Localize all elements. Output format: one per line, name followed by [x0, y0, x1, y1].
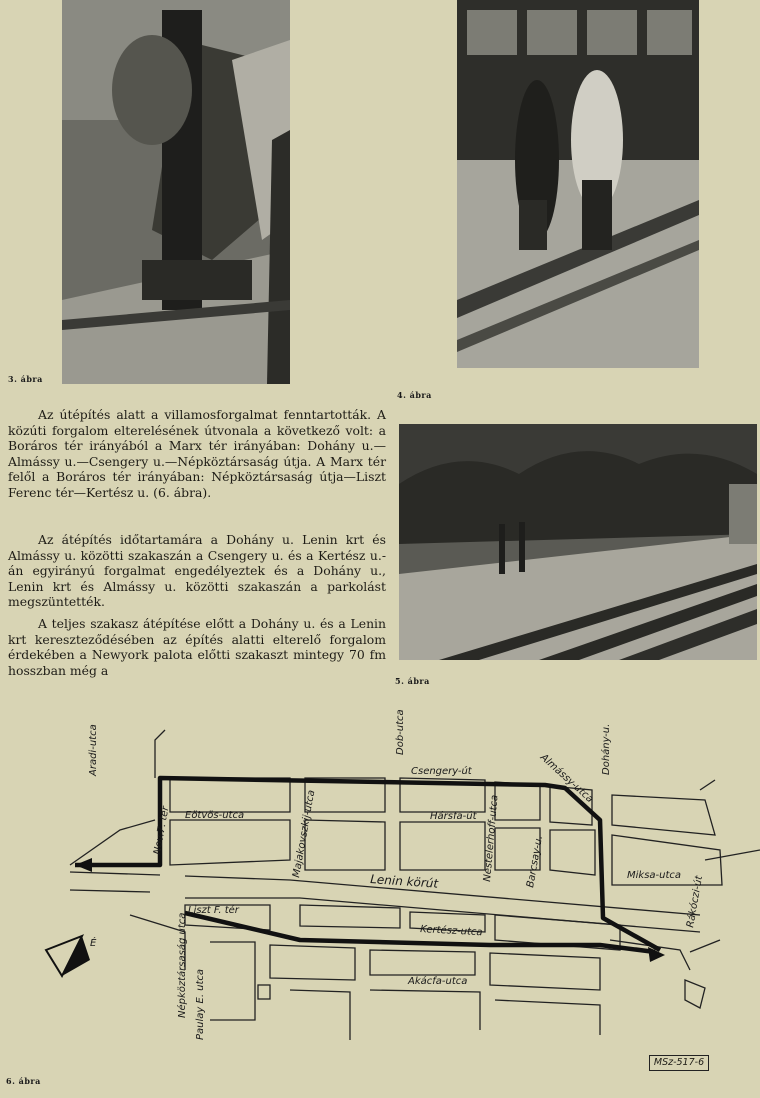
label-csengery: Csengery-út	[411, 766, 472, 777]
figure-5-caption: 5. ábra	[395, 676, 430, 686]
label-nepkoztarsasag: Népköztársaság utca	[177, 912, 188, 1018]
label-paulay: Paulay E. utca	[195, 968, 206, 1040]
paragraph-1: Az útépítés alatt a villamosforgalmat fenntartották. A közúti forgalom elterelésének útvonala a következő volt: a Boráros tér irányából a Marx tér irányában: Dohány u.—Almássy u.—Csengery u.—Népköztársaság útja. A Marx tér felől a Boráros tér irányában: Népköztársaság útja—Liszt Ferenc tér—Kertész u. (6. ábra).	[8, 407, 386, 500]
label-dob: Dob-utca	[395, 709, 406, 755]
svg-text:É: É	[90, 938, 97, 949]
label-harsfa: Hársfa-út	[430, 811, 477, 822]
figure-6-caption: 6. ábra	[6, 1076, 41, 1086]
detour-map	[0, 700, 760, 1080]
label-dohany: Dohány-u.	[601, 723, 612, 775]
label-aradi: Aradi-utca	[88, 724, 99, 776]
figure-4-photo	[457, 0, 699, 368]
label-miksa: Miksa-utca	[627, 870, 682, 881]
north-arrow-icon	[46, 936, 97, 976]
figure-3-caption: 3. ábra	[8, 374, 43, 384]
paragraph-2: Az átépítés időtartamára a Dohány u. Lenin krt és Almássy u. közötti szakaszán a Csengery u. és a Kertész u.-án egyirányú forgalmat engedélyeztek és a Dohány u., Lenin krt és Almássy u. közötti szakaszán a parkolást megszüntették.	[8, 532, 386, 610]
label-majakovszkij: Majakovszkij-utca	[291, 789, 318, 879]
figure-5-photo	[399, 424, 757, 660]
paragraph-3: A teljes szakasz átépítése előtt a Dohány u. és a Lenin krt kereszteződésében az építés alatti elterelő forgalom érdekében a Newyork palota előtti szakaszt mintegy 70 fm hosszban még a	[8, 616, 386, 678]
label-eotvos: Eötvös-utca	[185, 810, 245, 821]
label-rakoczi: Rákóczi-út	[685, 875, 706, 929]
label-akacfa: Akácfa-utca	[408, 976, 468, 987]
label-kertesz: Kertész-utca	[419, 924, 483, 939]
figure-4-caption: 4. ábra	[397, 390, 432, 400]
label-lenin: Lenin körút	[369, 872, 439, 891]
label-almassy: Almássy-utca	[537, 752, 596, 806]
label-liszt: Liszt F. tér	[188, 905, 239, 916]
figure-stamp: MSz-517-6	[649, 1055, 709, 1071]
figure-3-photo	[62, 0, 290, 384]
label-nokt: Nov.7. tér	[152, 805, 172, 856]
label-barcsay: Barcsay-u.	[525, 834, 546, 889]
label-nestelerhoff: Nestelerhoff-utca	[482, 794, 501, 883]
